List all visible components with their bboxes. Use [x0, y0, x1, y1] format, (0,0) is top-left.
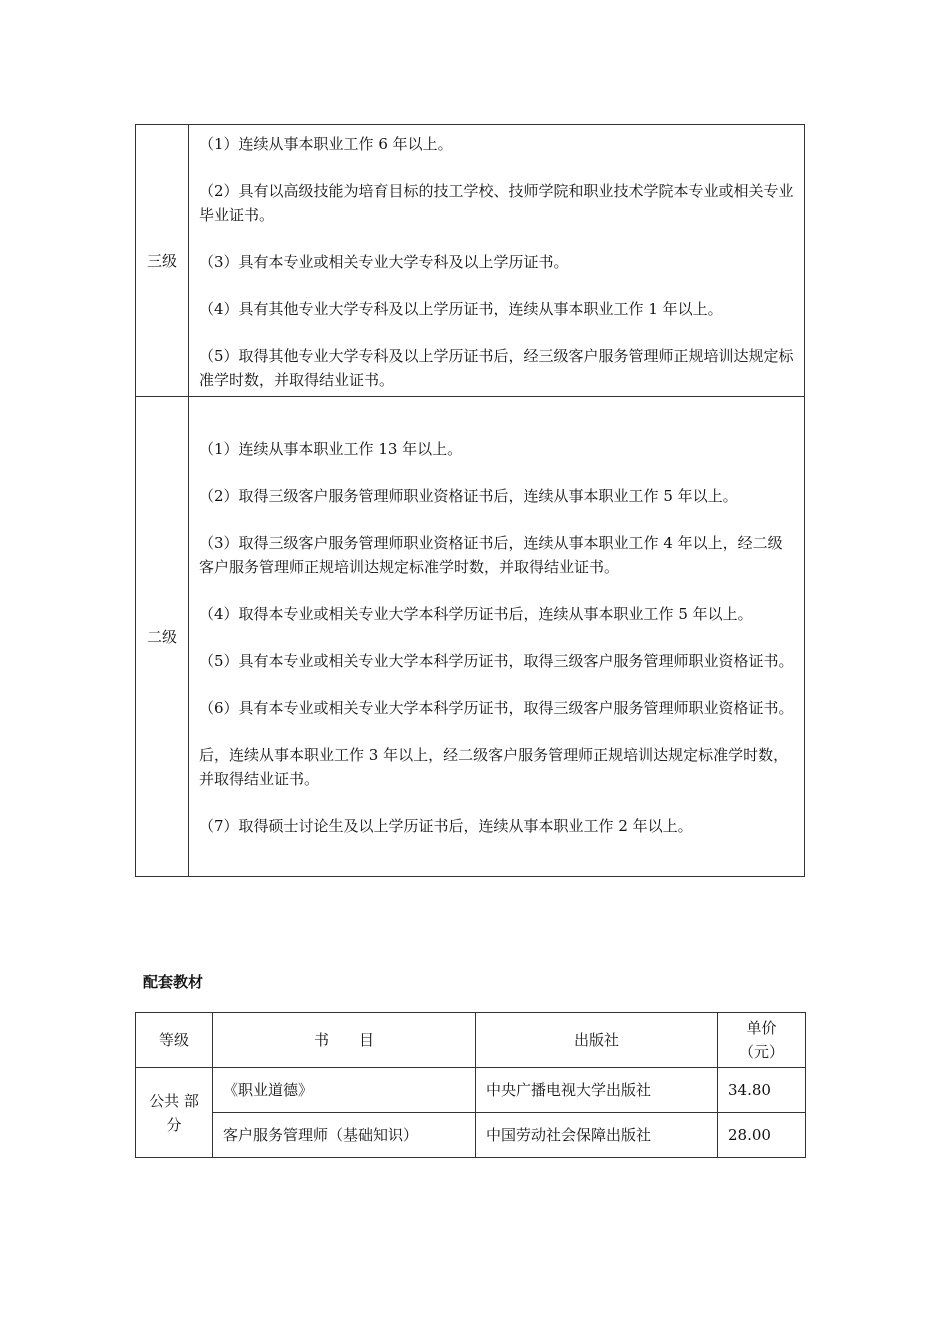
level-cell: 二级	[136, 397, 189, 877]
section-title: 配套教材	[143, 973, 204, 991]
book-title-cell: 客户服务管理师（基础知识）	[213, 1113, 476, 1158]
requirements-cell	[189, 397, 805, 877]
header-level: 等级	[136, 1013, 213, 1068]
group-label-cell	[136, 1068, 213, 1158]
table-row	[136, 1068, 806, 1113]
header-publisher: 出版社	[476, 1013, 718, 1068]
requirement-item: （4）具有其他专业大学专科及以上学历证书，连续从事本职业工作 1 年以上。	[199, 299, 723, 318]
requirement-item: （5）取得其他专业大学专科及以上学历证书后，经三级客户服务管理师正规培训达规定标准学时数，并取得结业证书。	[199, 346, 794, 389]
header-price-line1: 单价	[746, 1019, 777, 1037]
requirement-item: （2）具有以高级技能为培育目标的技工学校、技师学院和职业技术学院本专业或相关专业毕业证书。	[199, 181, 794, 224]
requirement-item: （6）具有本专业或相关专业大学本科学历证书，取得三级客户服务管理师职业资格证书。	[199, 699, 794, 717]
group-label-line1: 公共 部	[149, 1091, 199, 1110]
requirements-cell	[189, 125, 805, 397]
requirement-item: （2）取得三级客户服务管理师职业资格证书后，连续从事本职业工作 5 年以上。	[199, 487, 738, 505]
requirement-item: （7）取得硕士讨论生及以上学历证书后，连续从事本职业工作 2 年以上。	[199, 817, 693, 835]
requirement-item: （5）具有本专业或相关专业大学本科学历证书，取得三级客户服务管理师职业资格证书。	[199, 652, 794, 670]
header-price	[718, 1013, 806, 1068]
requirements-row-level2	[136, 397, 805, 877]
textbook-header-row	[136, 1013, 806, 1068]
textbook-table	[135, 1012, 806, 1158]
requirement-item: （1）连续从事本职业工作 13 年以上。	[199, 440, 463, 458]
level-cell: 三级	[136, 125, 189, 397]
publisher-cell: 中国劳动社会保障出版社	[476, 1113, 718, 1158]
price-cell: 34.80	[718, 1068, 806, 1113]
requirement-item: 后，连续从事本职业工作 3 年以上，经二级客户服务管理师正规培训达规定标准学时数，并取得结业证书。	[199, 746, 789, 788]
header-book: 书 目	[213, 1013, 476, 1068]
book-title-cell: 《职业道德》	[213, 1068, 476, 1113]
requirement-item: （1）连续从事本职业工作 6 年以上。	[199, 134, 453, 153]
requirements-row-level3	[136, 125, 805, 397]
requirements-table	[135, 124, 805, 877]
requirement-item: （4）取得本专业或相关专业大学本科学历证书后，连续从事本职业工作 5 年以上。	[199, 605, 753, 623]
table-row	[136, 1113, 806, 1158]
publisher-cell: 中央广播电视大学出版社	[476, 1068, 718, 1113]
price-cell: 28.00	[718, 1113, 806, 1158]
header-price-line2: （元）	[738, 1043, 784, 1061]
requirement-item: （3）取得三级客户服务管理师职业资格证书后，连续从事本职业工作 4 年以上，经二级客户服务管理师正规培训达规定标准学时数，并取得结业证书。	[199, 534, 783, 576]
group-label-line2: 分	[166, 1115, 182, 1134]
requirement-item: （3）具有本专业或相关专业大学专科及以上学历证书。	[199, 252, 569, 271]
